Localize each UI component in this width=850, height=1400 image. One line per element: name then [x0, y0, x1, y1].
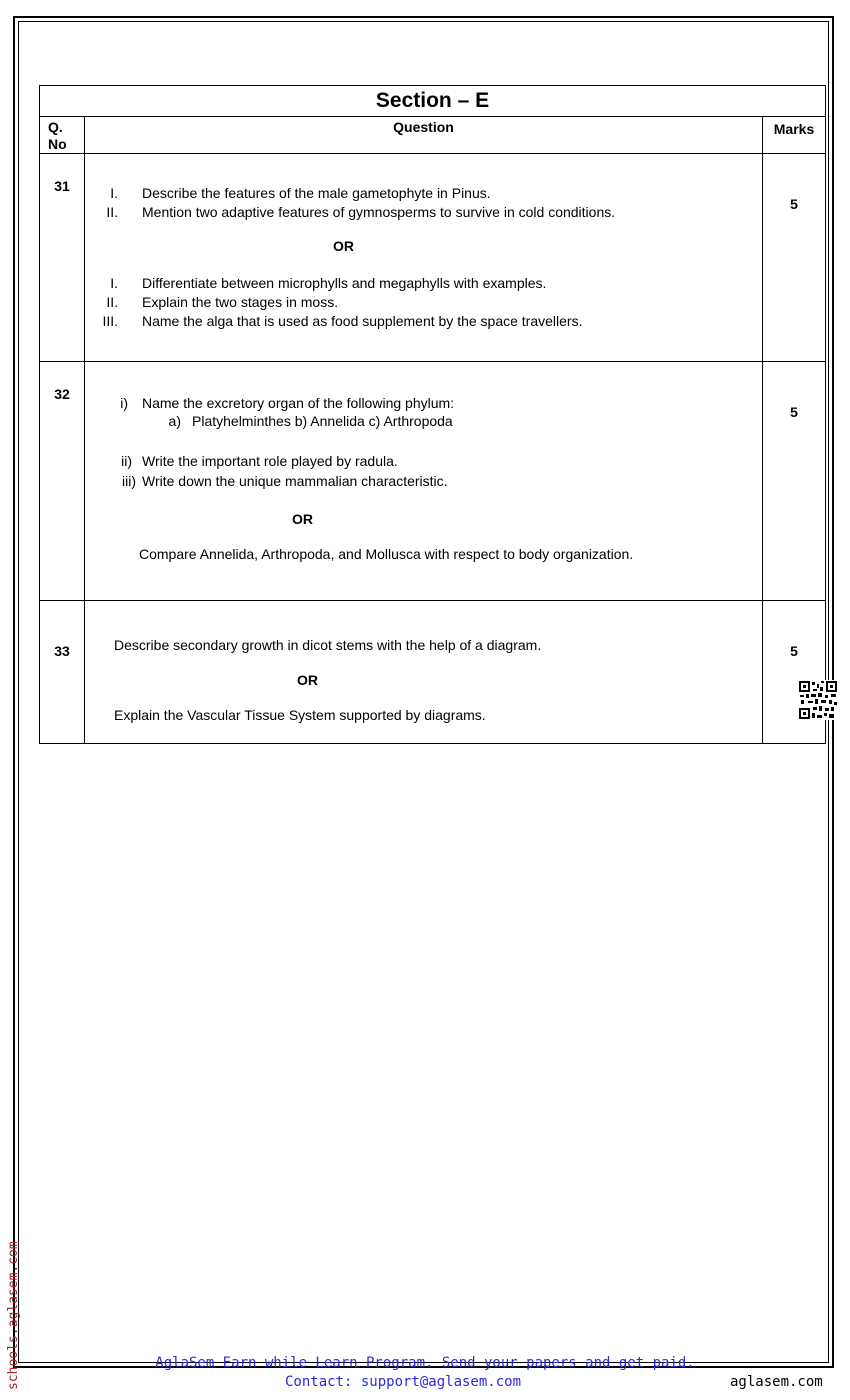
question-body	[85, 154, 763, 362]
item-number: II.	[106, 294, 118, 310]
header-question: Question	[85, 117, 763, 154]
question-table	[39, 85, 826, 744]
item-number: I.	[110, 275, 118, 291]
header-qno: Q. No	[40, 117, 85, 154]
item-text: Name the alga that is used as food supplement by the space travellers.	[142, 313, 583, 329]
side-watermark: schools.aglasem.com	[6, 1241, 21, 1390]
item-text: Differentiate between microphylls and megaphylls with examples.	[142, 275, 547, 291]
question-number: 32	[40, 362, 85, 601]
question-number: 33	[40, 601, 85, 744]
qr-code-icon	[798, 680, 838, 720]
question-number: 31	[40, 154, 85, 362]
item-number: i)	[120, 395, 128, 411]
item-text: Platyhelminthes b) Annelida c) Arthropoda	[192, 413, 453, 429]
question-body	[85, 362, 763, 601]
footer-contact: Contact: support@aglasem.com	[285, 1374, 522, 1390]
item-number: iii)	[122, 473, 136, 489]
item-text: Describe the features of the male gametophyte in Pinus.	[142, 185, 491, 201]
alternative-question: Explain the Vascular Tissue System supported by diagrams.	[114, 707, 486, 723]
or-label: OR	[292, 511, 313, 527]
question-body	[85, 601, 763, 744]
item-text: Name the excretory organ of the following phylum:	[142, 395, 455, 411]
item-number: III.	[102, 313, 118, 329]
item-number: ii)	[121, 453, 132, 469]
header-marks: Marks	[763, 117, 826, 154]
table-header-row	[40, 117, 826, 154]
item-number: II.	[106, 204, 118, 220]
item-text: Explain the two stages in moss.	[142, 294, 339, 310]
alternative-question: Compare Annelida, Arthropoda, and Mollusca with respect to body organization.	[139, 546, 634, 562]
or-label: OR	[297, 672, 318, 688]
question-text: Describe secondary growth in dicot stems with the help of a diagram.	[114, 637, 542, 653]
section-title: Section – E	[40, 86, 826, 117]
item-number: I.	[110, 185, 118, 201]
question-marks: 5	[763, 154, 826, 362]
question-marks: 5	[763, 601, 826, 744]
question-row-33	[40, 601, 826, 744]
or-label: OR	[333, 238, 354, 254]
item-text: Mention two adaptive features of gymnosperms to survive in cold conditions.	[142, 204, 616, 220]
question-row-32	[40, 362, 826, 601]
item-number: a)	[168, 413, 181, 429]
question-row-31	[40, 154, 826, 362]
footer-site: aglasem.com	[730, 1374, 823, 1390]
item-text: Write the important role played by radula.	[142, 453, 398, 469]
item-text: Write down the unique mammalian characteristic.	[142, 473, 448, 489]
footer-promo: AglaSem Earn while Learn Program. Send your papers and get paid.	[155, 1355, 695, 1371]
question-marks: 5	[763, 362, 826, 601]
